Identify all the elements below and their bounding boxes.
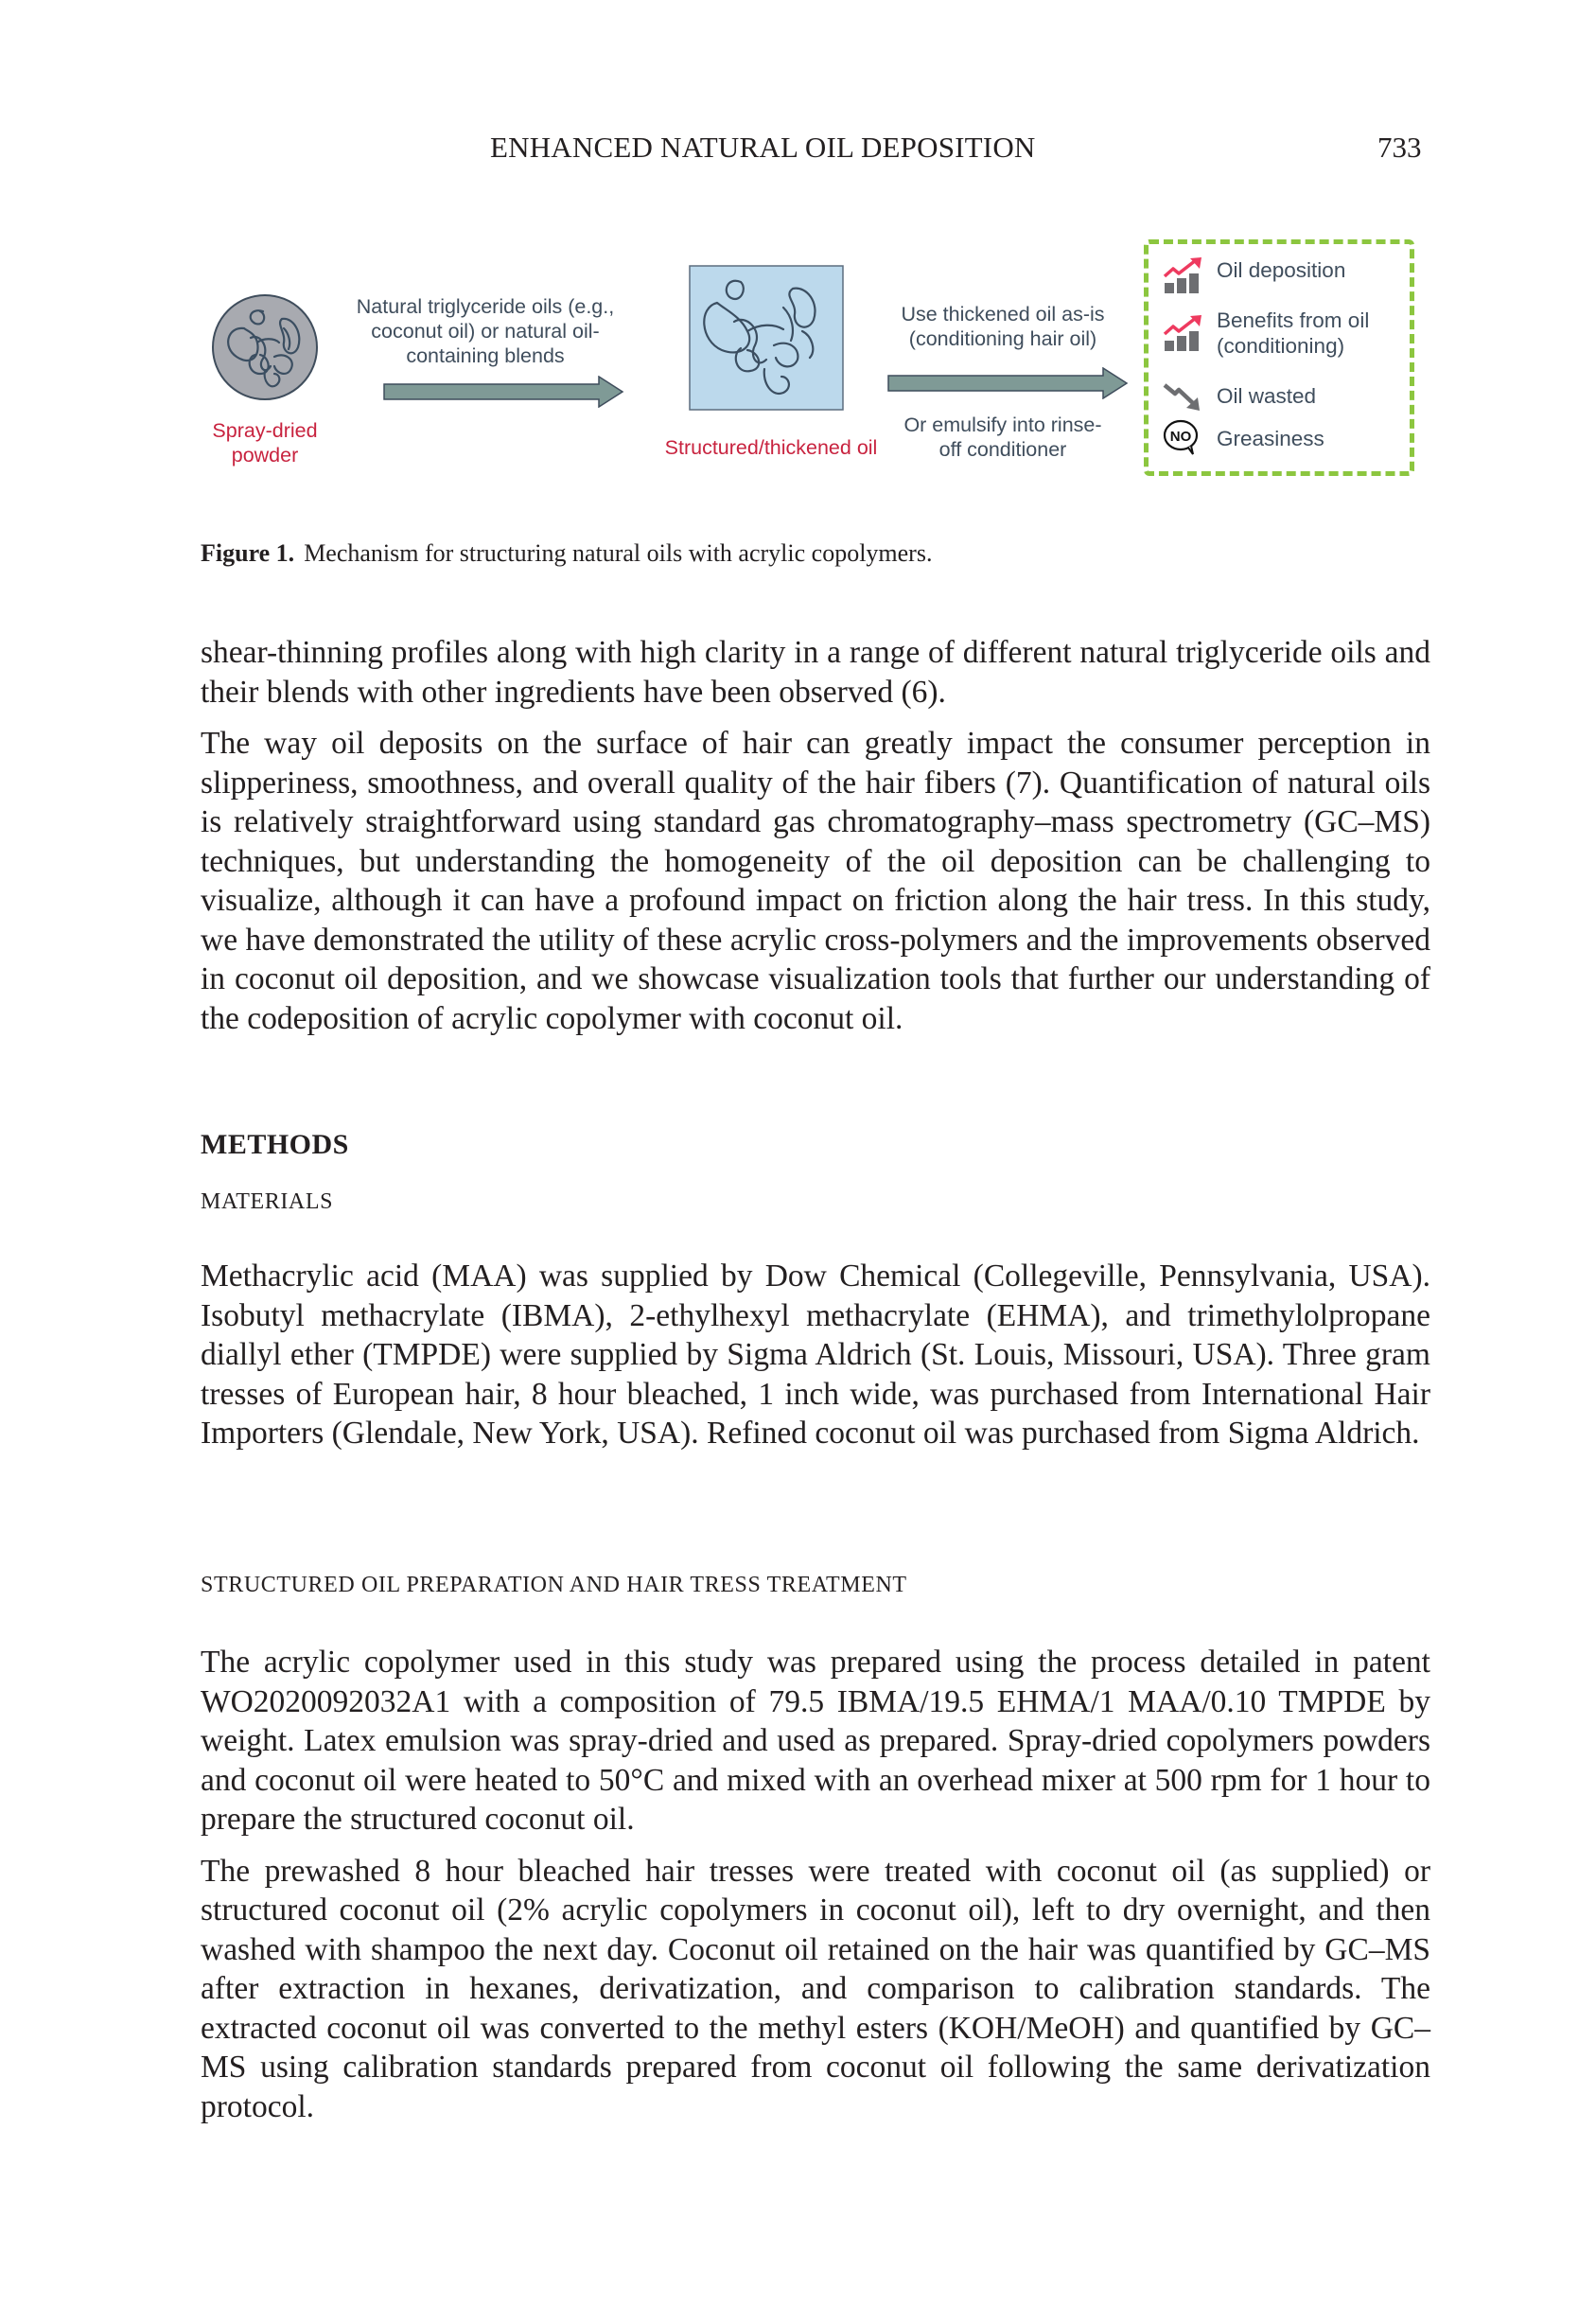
outcome-label: Oil deposition — [1217, 258, 1346, 282]
page-number: 733 — [1377, 131, 1422, 164]
outcome-benefits — [1162, 308, 1369, 359]
arrow-1-text: Natural triglyceride oils (e.g., coconut oil) or natural oil- containing blends — [356, 295, 615, 367]
paragraph: The way oil deposits on the surface of hair can greatly impact the consumer perception in slipperiness, smoothness, and overall quality of the hair fibers (7). Quantification of natural oils is relatively straightforward using standard gas chromatography–mass spectrometry (GC–MS) techniques, but understanding the homogeneity of the oil deposition can be challenging to visualize, although it can have a profound impact on friction along the hair tress. In this study, we have demonstrated the utility of these acrylic cross-polymers and the improvements observed in coconut oil deposition, and we showcase visualization tools that further our understanding of the codeposition of acrylic copolymer with coconut oil. — [201, 726, 1430, 1036]
outcome-label: Oil wasted — [1217, 384, 1317, 408]
outcomes-box — [1144, 239, 1414, 476]
structured-oil-label: Structured/thickened oil — [664, 436, 878, 459]
svg-text:NO: NO — [1169, 429, 1192, 445]
trend-down-arrow-icon — [1162, 378, 1203, 415]
section-heading-methods: METHODS — [201, 1129, 349, 1160]
spray-dried-powder-icon — [208, 290, 322, 404]
structured-oil-icon — [689, 265, 845, 412]
process-arrow-1-icon — [383, 376, 624, 408]
outcome-oil-wasted — [1162, 383, 1316, 415]
trend-up-chart-icon — [1162, 257, 1203, 295]
process-arrow-2-icon — [887, 367, 1129, 399]
outcome-oil-deposition — [1162, 257, 1345, 295]
figure-caption — [201, 539, 932, 568]
outcome-label: Greasiness — [1217, 427, 1324, 450]
caption-text: Mechanism for structuring natural oils with acrylic copolymers. — [304, 539, 933, 567]
no-speech-bubble-icon — [1162, 418, 1203, 456]
paragraph: The acrylic copolymer used in this study was prepared using the process detailed in patent WO2020092032A1 with a composition of 79.5 IBMA/19.5 EHMA/1 MAA/0.10 TMPDE by weight. Latex emulsion was spray-dried and used as prepared. Spray-dried copolymers powders and coconut oil were heated to 50°C and mixed with an overhead mixer at 500 rpm for 1 hour to prepare the structured coconut oil. — [201, 1645, 1430, 1837]
outcome-label: Benefits from oil (conditioning) — [1217, 308, 1370, 358]
materials-section — [201, 1257, 1430, 1466]
powder-label: Spray-dried powder — [212, 419, 318, 466]
running-head — [0, 131, 1596, 168]
caption-label: Figure 1. — [201, 539, 295, 567]
paragraph: The prewashed 8 hour bleached hair tresses were treated with coconut oil (as supplied) or structured coconut oil (2% acrylic copolymers in coconut oil), left to dry overnight, and then washed with shampoo the next day. Coconut oil retained on the hair was quantified by GC–MS after extraction in hexanes, derivatization, and comparison to calibration standards. The extracted coconut oil was converted to the methyl esters (KOH/MeOH) and quantified by GC–MS using calibration standards prepared from coconut oil following the same derivatization protocol. — [201, 1853, 1430, 2124]
outcome-greasiness — [1162, 426, 1324, 456]
paragraph: shear-thinning profiles along with high clarity in a range of different natural triglyceride oils and their blends with other ingredients have been observed (6). — [201, 635, 1430, 710]
trend-up-chart-icon — [1162, 315, 1203, 353]
subsection-heading-materials: MATERIALS — [201, 1189, 334, 1214]
running-title: ENHANCED NATURAL OIL DEPOSITION — [490, 131, 1036, 164]
intro-section — [201, 633, 1430, 1050]
figure-1-diagram — [189, 232, 1447, 502]
paragraph: Methacrylic acid (MAA) was supplied by Dow Chemical (Collegeville, Pennsylvania, USA). Isobutyl methacrylate (IBMA), 2-ethylhexyl methacrylate (EHMA), and trimethylolpropane diallyl ether (TMPDE) were supplied by Sigma Aldrich (St. Louis, Missouri, USA). Three gram tresses of European hair, 8 hour bleached, 1 inch wide, was purchased from International Hair Importers (Glendale, New York, USA). Refined coconut oil was purchased from Sigma Aldrich. — [201, 1259, 1430, 1451]
arrow-2-text-bottom: Or emulsify into rinse- off conditioner — [903, 414, 1102, 461]
structured-oil-section — [201, 1643, 1430, 2139]
subsection-heading-structured-oil: STRUCTURED OIL PREPARATION AND HAIR TRESS TREATMENT — [201, 1573, 907, 1597]
arrow-2-text-top: Use thickened oil as-is (conditioning hair oil) — [901, 303, 1105, 350]
